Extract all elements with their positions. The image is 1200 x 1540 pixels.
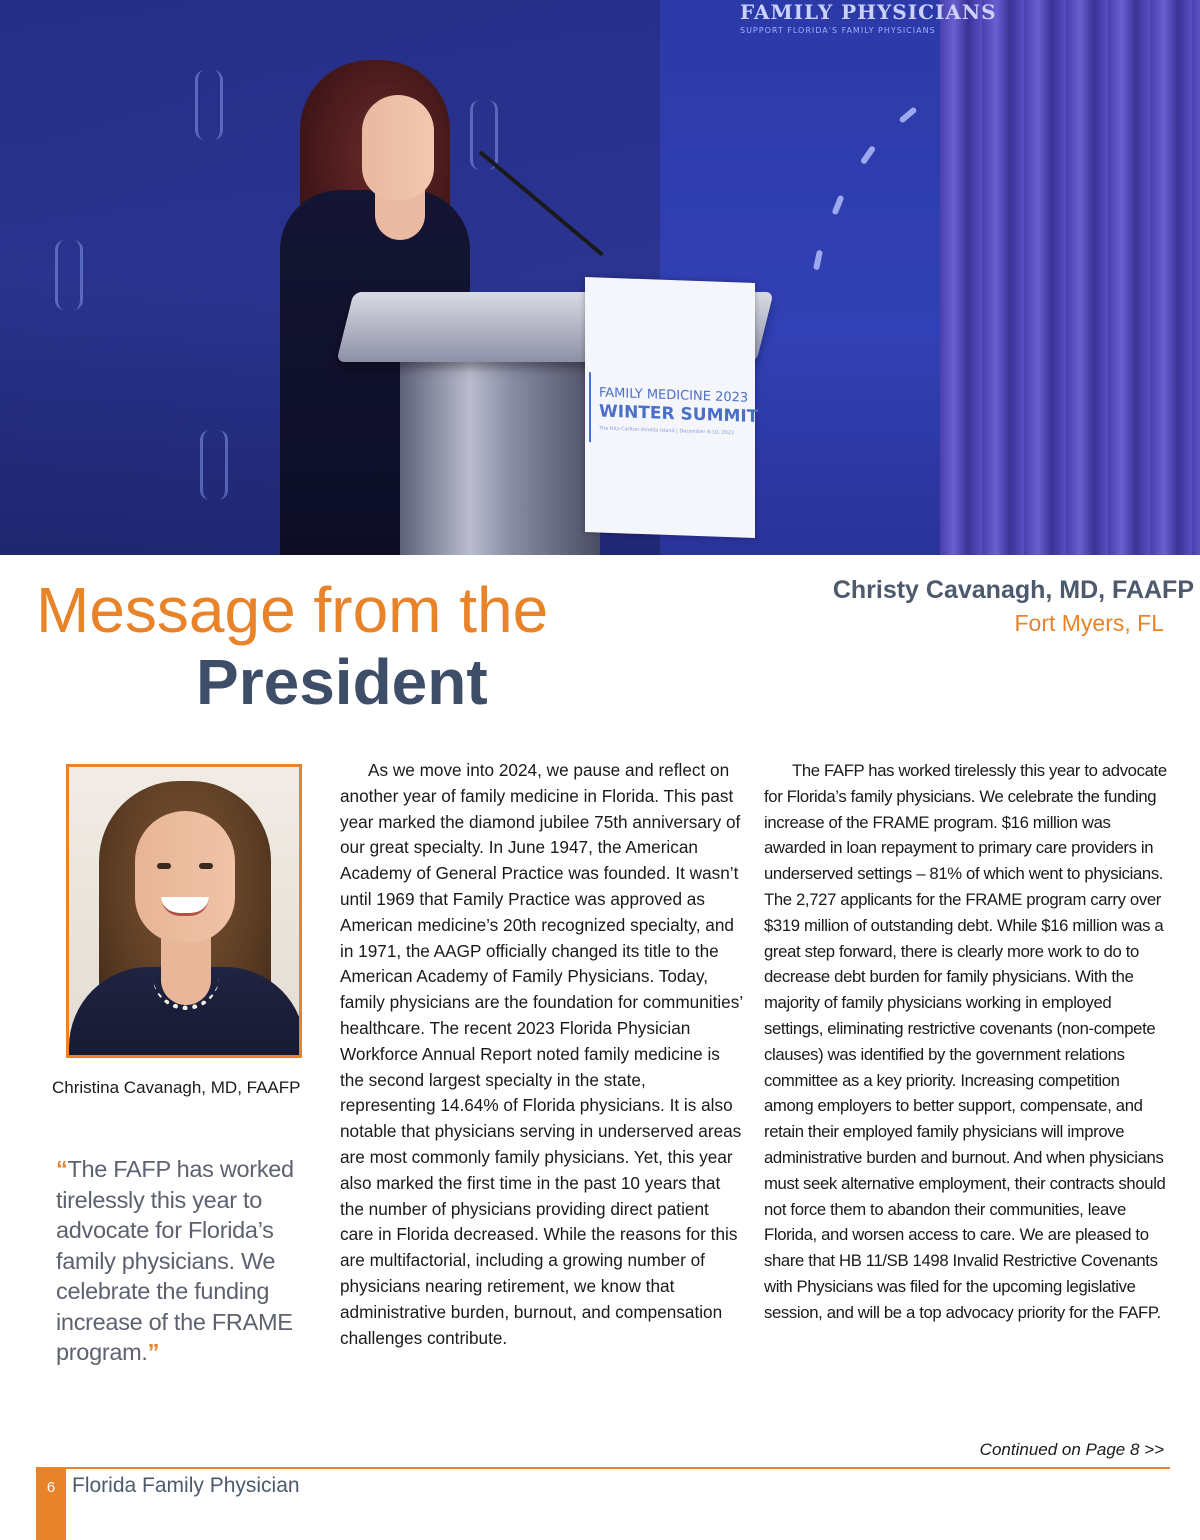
banner-subtitle: SUPPORT FLORIDA'S FAMILY PHYSICIANS [740, 26, 936, 35]
body-paragraph: As we move into 2024, we pause and reflect on another year of family medicine in Florida. This past year marked the diamond jubilee 75th anniversary of our great specialty. In June 1947, the American Academy of General Practice was founded. It wasn’t until 1969 that Family Practice was approved as American medicine’s 20th recognized specialty, and in 1971, the AAGP officially changed its title to the American Academy of Family Physicians. Today, family physicians are the foundation for communities’ healthcare. The recent 2023 Florida Physician Workforce Annual Report noted family medicine is the second largest specialty in the state, representing 14.64% of Florida physicians. It is also notable that physicians serving in underserved areas are most commonly family physicians. Yet, this year also marked the first time in the past 10 years that the number of physicians providing direct patient care in Florida decreased. While the reasons for this are multifactorial, including a growing number of physicians nearing retirement, we know that administrative burden, burnout, and compensation challenges contribute. [340, 760, 743, 1348]
portrait-face [135, 811, 235, 943]
stage-curtain [940, 0, 1200, 555]
speaker-face [362, 95, 434, 200]
caduceus-logo-icon [589, 372, 599, 442]
footer-rule [36, 1467, 1170, 1469]
open-quote-mark: “ [56, 1156, 68, 1182]
body-column-1 [340, 758, 746, 1351]
publication-name: Florida Family Physician [72, 1474, 300, 1497]
hero-photo [0, 0, 1200, 555]
portrait-caption: Christina Cavanagh, MD, FAAFP [52, 1078, 301, 1097]
headline-line1: Message from the [36, 574, 549, 646]
caduceus-logo-icon [200, 430, 228, 500]
portrait-eye [199, 863, 213, 869]
close-quote-mark: ” [147, 1339, 160, 1365]
headline-line2: President [196, 646, 488, 718]
body-paragraph: The FAFP has worked tirelessly this year to advocate for Florida’s family physicians. We celebrate the funding increase of the FRAME program. $16 million was awarded in loan repayment to primary care providers in underserved settings – 81% of which went to physicians. The 2,727 applicants for the FRAME program carry over $319 million of outstanding debt. While $16 million was a great step forward, there is clearly more work to do to decrease debt burden for family physicians. With the majority of family physicians working in employed settings, eliminating restrictive covenants (non-compete clauses) was identified by the government relations committee as a key priority. Increasing competition among employers to better support, compensate, and retain their employed family physicians will improve administrative burden and burnout. And when physicians must seek alternative employment, their contracts should not force them to abandon their communities, leave Florida, and worsen access to care. We are pleased to share that HB 11/SB 1498 Invalid Restrictive Covenants with Physicians was filed for the upcoming legislative session, and will be a top advocacy priority for the FAFP. [764, 761, 1167, 1322]
podium-sign [585, 277, 759, 538]
footer-page-tab [36, 1467, 66, 1540]
pull-quote-text: The FAFP has worked tirelessly this year to advocate for Florida’s family physicians. We celebrate the funding increase of the FRAME program. [56, 1156, 294, 1365]
author-name: Christy Cavanagh, MD, FAAFP [832, 576, 1194, 604]
portrait-eye [157, 863, 171, 869]
caduceus-logo-icon [55, 240, 83, 310]
pull-quote [56, 1154, 316, 1368]
podium-sign-line3: The Ritz-Carlton Amelia Island | December 8-10, 2023 [599, 425, 735, 437]
caduceus-logo-icon [470, 100, 498, 170]
author-portrait [66, 764, 302, 1058]
podium-stand [400, 350, 600, 555]
banner-title: FAMILY PHYSICIANS [740, 0, 997, 24]
caduceus-logo-icon [195, 70, 223, 140]
continued-link[interactable]: Continued on Page 8 >> [979, 1440, 1164, 1459]
body-column-2 [764, 758, 1169, 1326]
podium-sign-line2: WINTER SUMMIT [599, 401, 759, 428]
author-location: Fort Myers, FL [1014, 610, 1164, 636]
podium-sign-line1: FAMILY MEDICINE 2023 [599, 385, 749, 406]
page-number: 6 [46, 1479, 56, 1496]
